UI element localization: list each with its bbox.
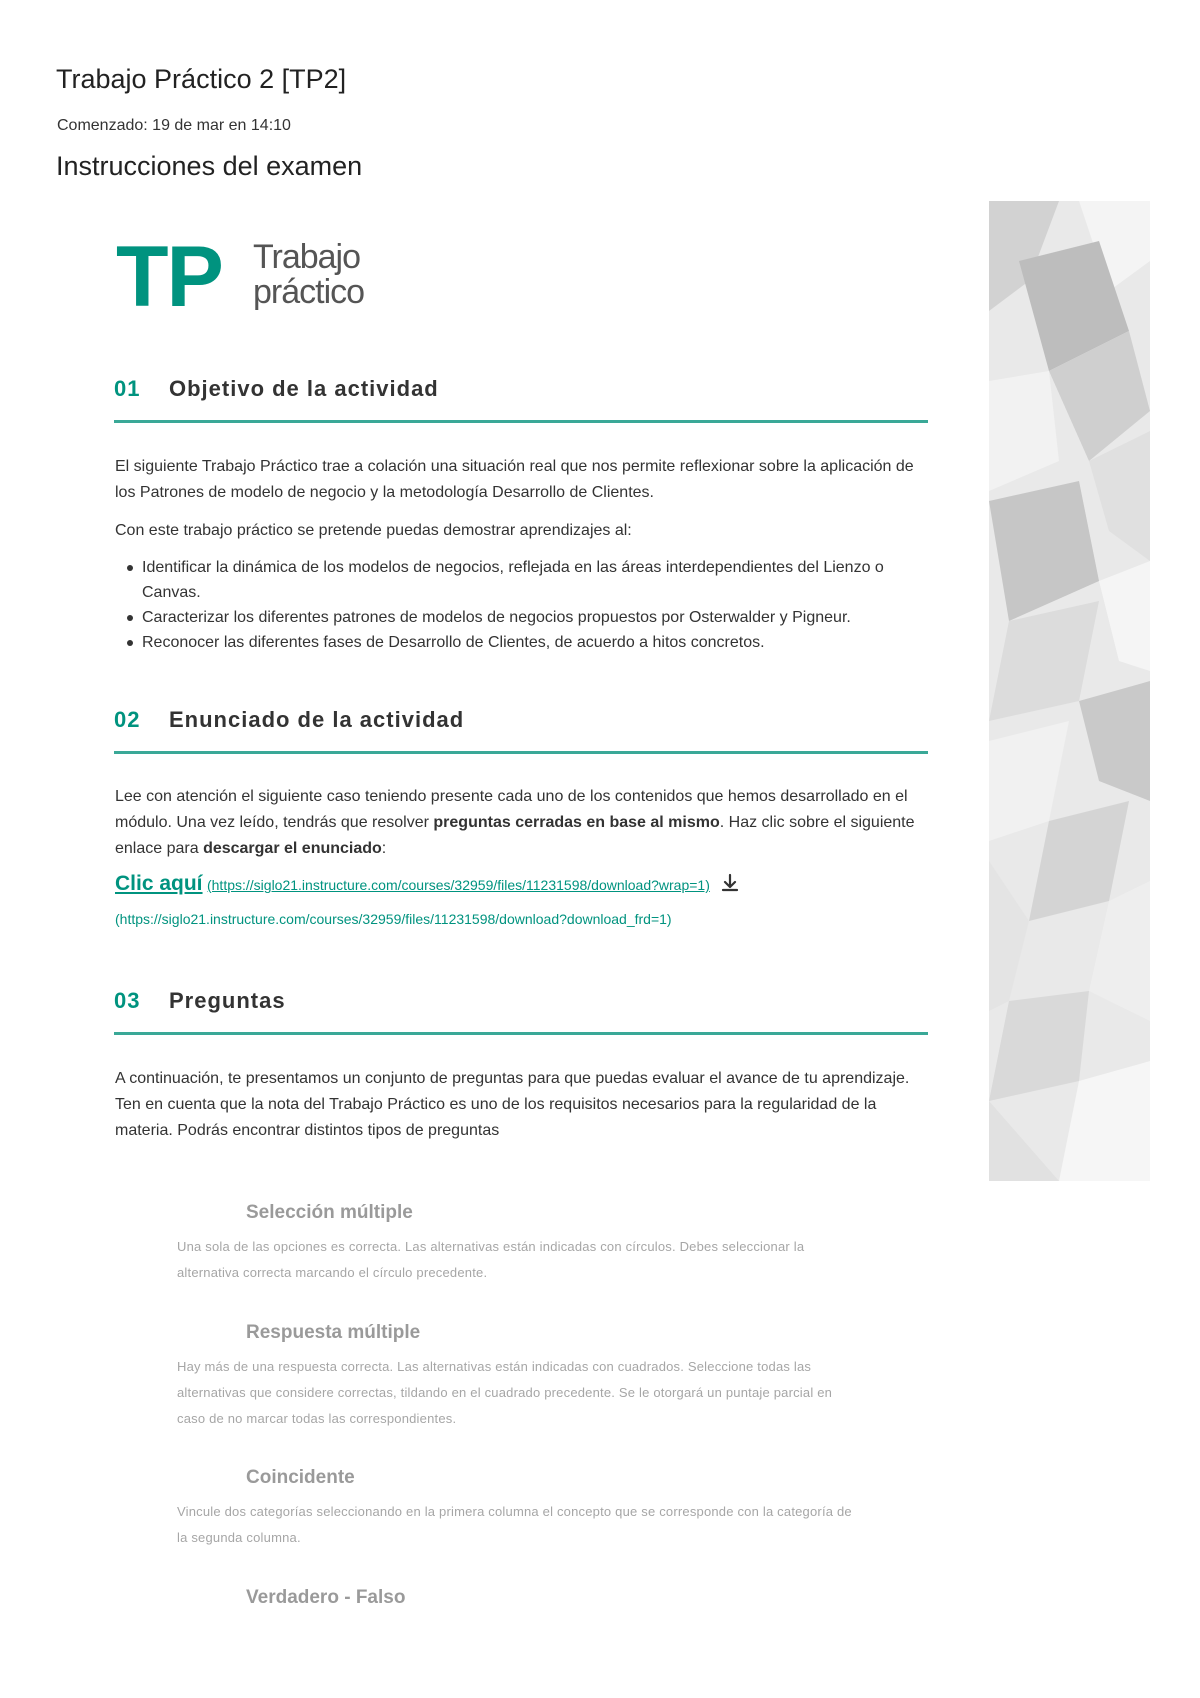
download-link-url[interactable]: (https://siglo21.instructure.com/courses/32959/files/11231598/download?wrap=1) [206, 877, 710, 893]
section-title: Enunciado de la actividad [169, 707, 465, 732]
section-title: Objetivo de la actividad [169, 376, 439, 401]
download-direct-link[interactable]: (https://siglo21.instructure.com/courses/32959/files/11231598/download?download_frd=1) [115, 911, 672, 927]
list-item: Reconocer las diferentes fases de Desarrollo de Clientes, de acuerdo a hitos concretos. [115, 630, 935, 655]
logo-word-trabajo: Trabajo [253, 238, 361, 276]
download-link[interactable]: Clic aquí [115, 872, 203, 895]
download-link-row [115, 872, 935, 898]
section-number: 01 [114, 376, 141, 401]
question-type-title: Selección múltiple [246, 1202, 413, 1223]
question-type-title: Verdadero - Falso [246, 1587, 406, 1608]
download-icon[interactable] [720, 873, 740, 898]
question-type-title: Coincidente [246, 1467, 355, 1488]
question-type-title: Respuesta múltiple [246, 1322, 421, 1343]
decorative-architecture-image [989, 201, 1150, 1181]
logo-letters: TP [116, 229, 222, 325]
section-number: 03 [114, 988, 141, 1013]
objective-list [115, 555, 935, 655]
instructions-title: Instrucciones del examen [56, 151, 363, 181]
question-type-description: Hay más de una respuesta correcta. Las alternativas están indicadas con cuadrados. Seleccione todas las alternativas que considere correctas, tildando en el cuadrado precedente. Se le otorgará un puntaje parcial en caso de no marcar todas las correspondientes. [177, 1359, 833, 1426]
page-title: Trabajo Práctico 2 [TP2] [56, 64, 347, 94]
tp-logo [116, 229, 406, 325]
section-heading-objetivo [114, 376, 928, 423]
section-number: 02 [114, 707, 141, 732]
section-heading-enunciado [114, 707, 928, 754]
question-type-description: Vincule dos categorías seleccionando en la primera columna el concepto que se corresponde con la categoría de la segunda columna. [177, 1504, 852, 1545]
list-item: Identificar la dinámica de los modelos de negocios, reflejada en las áreas interdependientes del Lienzo o Canvas. [115, 555, 935, 605]
objective-lead: Con este trabajo práctico se pretende puedas demostrar aprendizajes al: [115, 522, 632, 539]
logo-word-practico: práctico [253, 273, 365, 311]
section-heading-preguntas [114, 988, 928, 1035]
objective-paragraph: El siguiente Trabajo Práctico trae a colación una situación real que nos permite reflexionar sobre la aplicación de los Patrones de modelo de negocio y la metodología Desarrollo de Clientes. [115, 458, 914, 501]
list-item: Caracterizar los diferentes patrones de modelos de negocios propuestos por Osterwalder y Pigneur. [115, 605, 935, 630]
statement-paragraph: Lee con atención el siguiente caso teniendo presente cada uno de los contenidos que hemos desarrollado en el módulo. Una vez leído, tendrás que resolver preguntas cerradas en base al mismo. Haz clic sobre el siguiente enlace para descargar el enunciado: [115, 788, 915, 857]
started-timestamp: Comenzado: 19 de mar en 14:10 [57, 117, 291, 134]
question-type-description: Una sola de las opciones es correcta. Las alternativas están indicadas con círculos. Debes seleccionar la alternativa correcta marcando el círculo precedente. [177, 1239, 805, 1280]
section-title: Preguntas [169, 988, 286, 1013]
questions-intro: A continuación, te presentamos un conjunto de preguntas para que puedas evaluar el avance de tu aprendizaje. Ten en cuenta que la nota del Trabajo Práctico es uno de los requisitos necesarios para la regularidad de la materia. Podrás encontrar distintos tipos de preguntas [115, 1070, 910, 1139]
